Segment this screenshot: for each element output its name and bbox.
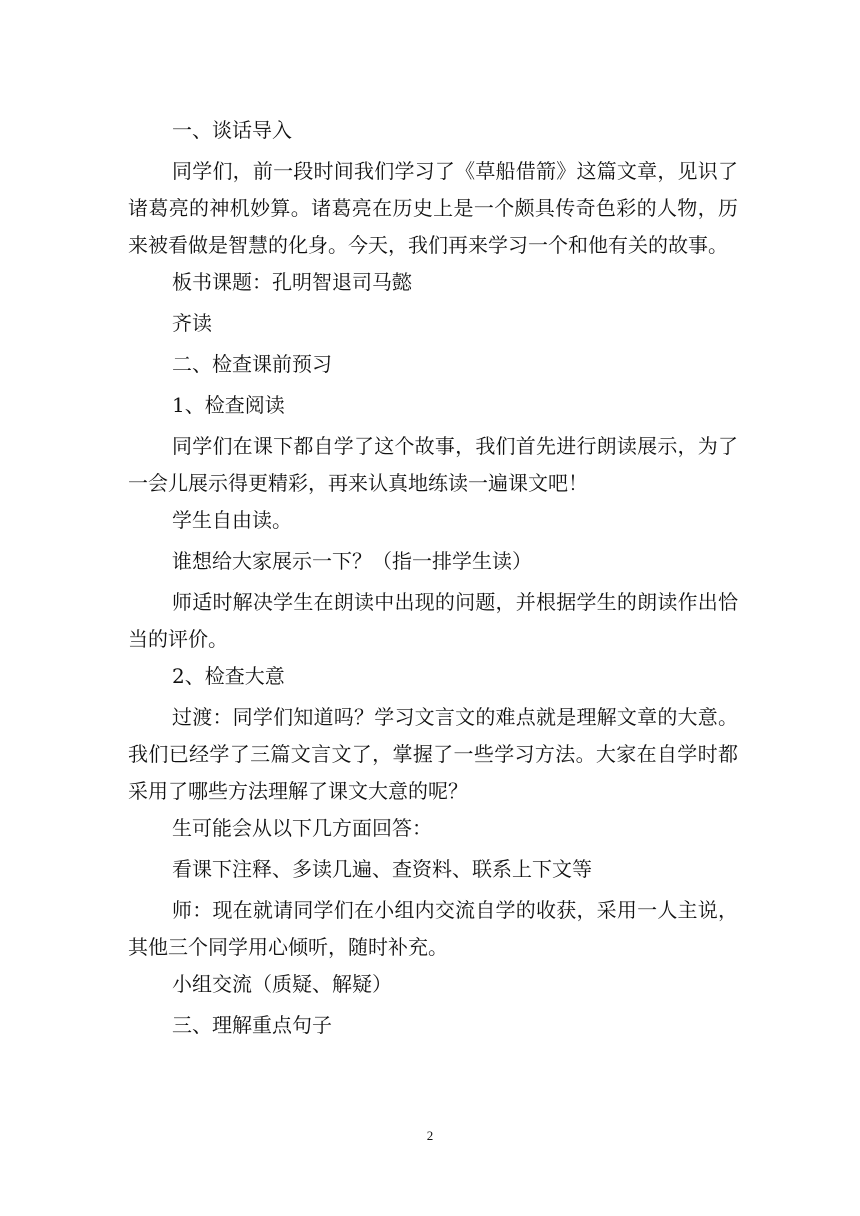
page-number: 2	[426, 1128, 434, 1143]
subheading-check-reading: 1、检查阅读	[172, 393, 285, 417]
paragraph-possible-answers: 生可能会从以下几方面回答：	[172, 816, 432, 840]
paragraph-teacher-feedback: 师适时解决学生在朗读中出现的问题，并根据学生的朗读作出恰当的评价。	[128, 590, 738, 651]
paragraph-board-title: 板书课题：孔明智退司马懿	[172, 270, 412, 294]
paragraph-group-exchange: 小组交流（质疑、解疑）	[172, 972, 392, 996]
paragraph-free-reading: 学生自由读。	[172, 508, 292, 532]
section-heading-1: 一、谈话导入	[172, 118, 292, 142]
paragraph-who-shows: 谁想给大家展示一下？（指一排学生读）	[172, 549, 532, 573]
paragraph-methods: 看课下注释、多读几遍、查资料、联系上下文等	[172, 857, 592, 881]
section-heading-2: 二、检查课前预习	[172, 352, 332, 376]
paragraph-group-exchange-instruction: 师：现在就请同学们在小组内交流自学的收获，采用一人主说，其他三个同学用心倾听，随时补充。	[128, 898, 738, 959]
subheading-check-meaning: 2、检查大意	[172, 664, 285, 688]
section-heading-3: 三、理解重点句子	[172, 1013, 332, 1037]
paragraph-read-together: 齐读	[172, 311, 212, 335]
page-body	[128, 112, 738, 1048]
paragraph-reading-instructions: 同学们在课下都自学了这个故事，我们首先进行朗读展示，为了一会儿展示得更精彩，再来认真地练读一遍课文吧！	[128, 434, 738, 495]
paragraph-transition: 过渡：同学们知道吗？学习文言文的难点就是理解文章的大意。我们已经学了三篇文言文了，掌握了一些学习方法。大家在自学时都采用了哪些方法理解了课文大意的呢？	[128, 705, 738, 803]
paragraph-intro: 同学们，前一段时间我们学习了《草船借箭》这篇文章，见识了诸葛亮的神机妙算。诸葛亮在历史上是一个颇具传奇色彩的人物，历来被看做是智慧的化身。今天，我们再来学习一个和他有关的故事。	[128, 159, 738, 257]
